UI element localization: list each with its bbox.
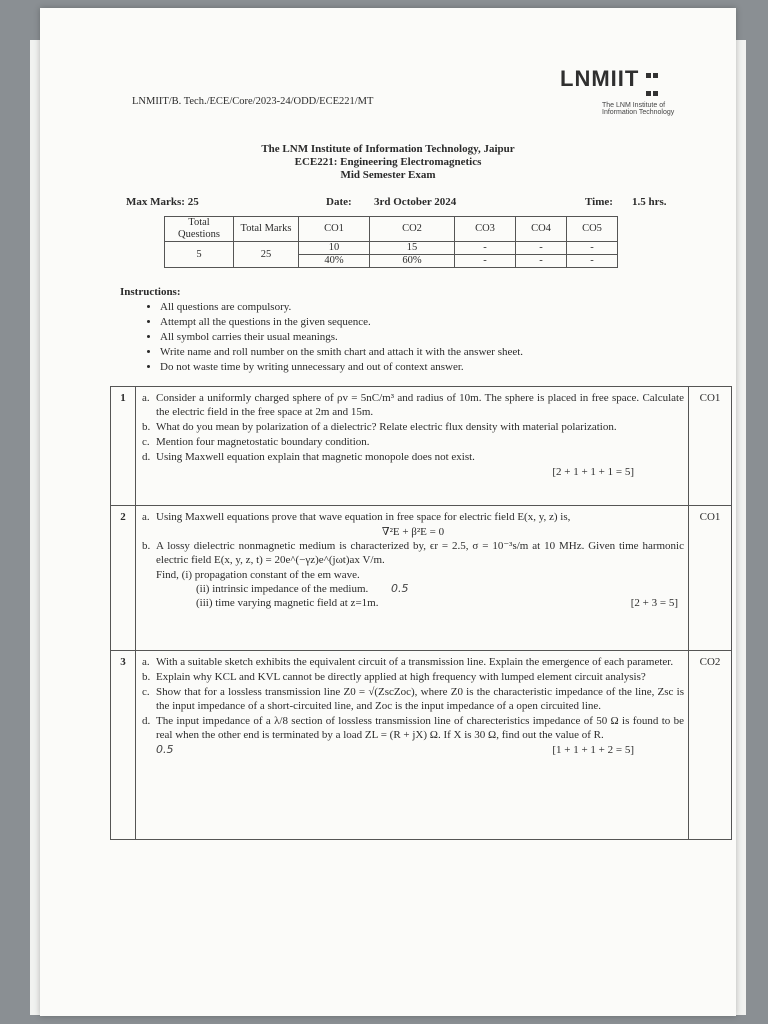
instructions-title: Instructions:	[120, 286, 181, 298]
co-header: CO4	[516, 217, 567, 242]
part-text: With a suitable sketch exhibits the equivalent circuit of a transmission line. Explain the emergence of each parameter.	[156, 656, 674, 668]
logo-text: LNMIIT	[560, 66, 640, 91]
co-header: CO1	[299, 217, 370, 242]
marks-breakdown: [1 + 1 + 1 + 2 = 5]	[552, 744, 634, 756]
find-iii: (iii) time varying magnetic field at z=1m. [2 + 3 = 5]	[196, 597, 678, 609]
question-row	[111, 651, 732, 840]
questions-table	[110, 386, 732, 840]
part-label: b.	[142, 421, 151, 433]
instruction-item: • Do not waste time by writing unnecessary and out of context answer.	[160, 360, 680, 375]
co-header: CO2	[370, 217, 455, 242]
question-number: 2	[111, 506, 136, 651]
question-co: CO2	[689, 651, 732, 840]
co-cell: -	[455, 255, 516, 268]
lnmiit-logo	[560, 66, 720, 116]
logo-subtitle-1: The LNM Institute of	[602, 102, 666, 109]
co-cell: 10	[299, 242, 370, 255]
co-table	[164, 216, 618, 268]
exam-paper	[40, 8, 736, 1016]
question-co: CO1	[689, 506, 732, 651]
handwritten-mark: 0.5	[156, 743, 174, 756]
part-text: Using Maxwell equation explain that magnetic monopole does not exist.	[156, 451, 475, 463]
date-value: 3rd October 2024	[374, 196, 457, 208]
co-cell: -	[567, 255, 618, 268]
time-label: Time:	[585, 196, 613, 208]
date-label: Date:	[326, 196, 352, 208]
part-label: c.	[142, 686, 150, 698]
marks-breakdown: [2 + 1 + 1 + 1 = 5]	[552, 466, 634, 478]
paper-code: LNMIIT/B. Tech./ECE/Core/2023-24/ODD/ECE221/MT	[132, 96, 374, 107]
question-body	[136, 651, 689, 840]
question-row	[111, 387, 732, 506]
part-text: Show that for a lossless transmission line Z0 = √(ZscZoc), where Z0 is the characteristic impedance of the line, Zsc is the input impedance of a short-circuited line, and Zoc is the input impedance of a open circuited line.	[156, 686, 684, 712]
co-cell: -	[455, 242, 516, 255]
question-body: a. Using Maxwell equations prove that wave equation in free space for electric field E(x, y, z) is, ∇²E + β²E = 0 b. A lossy dielectric nonmagnetic medium is characterized by, ϵr = 2.5, σ = 10⁻³s/m at 10 MHz. Given time harmonic electric field E(x, y, z, t) = 20e^(−γz)e^(jωt)ax V/m. Find, (i) propagation constant of the em wave. (ii) intrinsic impedance of the medium. 0.5 (iii) time varying magnetic field at z=1m. [2 + 3 = 5]	[136, 506, 689, 651]
part-text: Mention four magnetostatic boundary condition.	[156, 436, 370, 448]
co-header: Total Marks	[234, 217, 299, 242]
co-header: Total Questions	[165, 217, 234, 242]
part-text: What do you mean by polarization of a dielectric? Relate electric flux density with material polarization.	[156, 421, 617, 433]
co-cell: 15	[370, 242, 455, 255]
question-row	[111, 506, 732, 651]
question-number: 1	[111, 387, 136, 506]
co-cell: -	[567, 242, 618, 255]
part-label: a.	[142, 656, 150, 668]
co-header: CO5	[567, 217, 618, 242]
course-title: ECE221: Engineering Electromagnetics	[294, 156, 482, 168]
question-number: 3	[111, 651, 136, 840]
handwritten-mark: 0.5	[391, 582, 409, 595]
part-label: c.	[142, 436, 150, 448]
wave-equation: ∇²E + β²E = 0	[381, 526, 445, 538]
part-label: b.	[142, 671, 151, 683]
co-header: CO3	[455, 217, 516, 242]
part-text: Explain why KCL and KVL cannot be directly applied at high frequency with lumped element circuit analysis?	[156, 671, 646, 683]
exam-title: Mid Semester Exam	[340, 169, 436, 181]
part-text: The input impedance of a λ/8 section of lossless transmission line of charecteristics impedance of 50 Ω is found to be real when the other end is terminated by a load ZL = (R + jX) Ω. If X is 30 Ω, find out the value of R.	[156, 715, 684, 741]
find-ii: (ii) intrinsic impedance of the medium. 0.5	[196, 582, 409, 595]
part-text: A lossy dielectric nonmagnetic medium is characterized by, ϵr = 2.5, σ = 10⁻³s/m at 10 MHz. Given time harmonic electric field E(x, y, z, t) = 20e^(−γz)e^(jωt)ax V/m.	[156, 540, 684, 566]
part-label: d.	[142, 715, 151, 727]
find-i: Find, (i) propagation constant of the em wave.	[156, 569, 360, 581]
co-cell: -	[516, 242, 567, 255]
part-text: Using Maxwell equations prove that wave equation in free space for electric field E(x, y, z) is,	[156, 511, 571, 523]
part-text: Consider a uniformly charged sphere of ρv = 5nC/m³ and radius of 10m. The sphere is placed in free space. Calculate the electric field in the free space at 2m and 15m.	[156, 392, 684, 418]
part-label: a.	[142, 392, 150, 404]
marks-breakdown: [2 + 3 = 5]	[630, 597, 678, 609]
co-cell: 40%	[299, 255, 370, 268]
question-co: CO1	[689, 387, 732, 506]
part-label: d.	[142, 451, 151, 463]
instructions	[120, 285, 680, 375]
instruction-item: • Attempt all the questions in the given sequence.	[160, 315, 680, 330]
instruction-item: • All symbol carries their usual meanings.	[160, 330, 680, 345]
time-value: 1.5 hrs.	[632, 196, 667, 208]
instruction-item: • Write name and roll number on the smith chart and attach it with the answer sheet.	[160, 345, 680, 360]
institute-name: The LNM Institute of Information Technology, Jaipur	[261, 143, 515, 155]
instruction-item: • All questions are compulsory.	[160, 300, 680, 315]
question-body	[136, 387, 689, 506]
co-cell: 5	[165, 242, 234, 268]
co-cell: -	[516, 255, 567, 268]
logo-subtitle-2: Information Technology	[602, 109, 675, 116]
co-cell: 60%	[370, 255, 455, 268]
logo-blocks-icon	[645, 66, 659, 102]
co-cell: 25	[234, 242, 299, 268]
max-marks: Max Marks: 25	[126, 196, 199, 208]
